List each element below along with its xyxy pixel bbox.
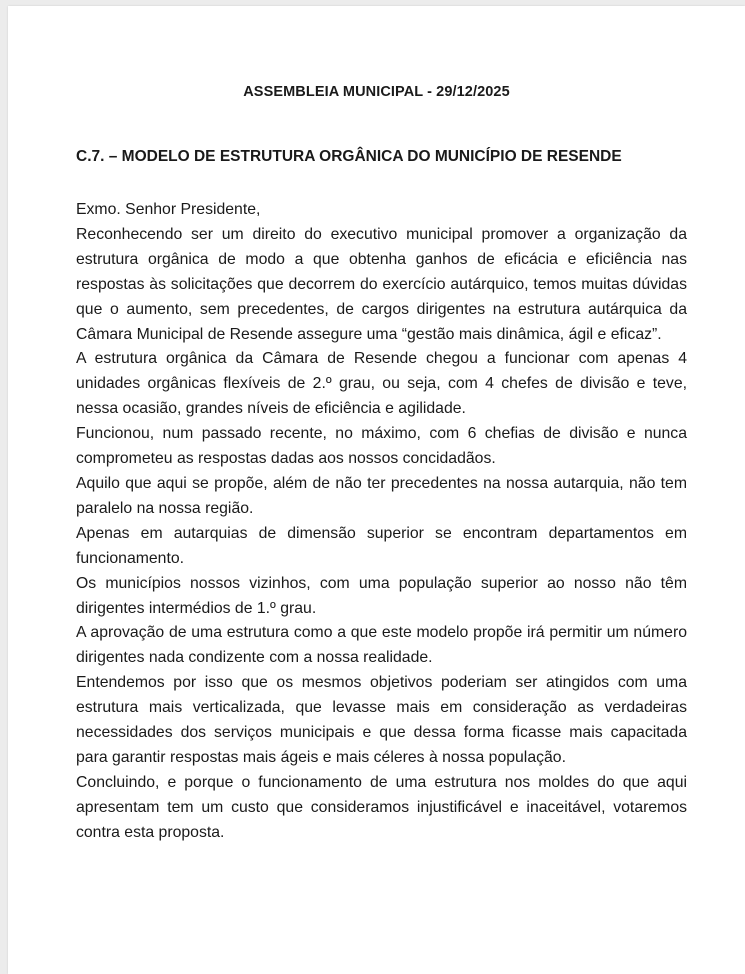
paragraph-1: Reconhecendo ser um direito do executivo municipal promover a organização da estrutura orgânica de modo a que obtenha ganhos de eficácia e eficiência nas respostas às solicitações que decorrem do exercício autárquico, temos muitas dúvidas que o aumento, sem precedentes, de cargos dirigentes na estrutura autárquica da Câmara Municipal de Resende assegure uma “gestão mais dinâmica, ágil e eficaz”. — [76, 225, 687, 343]
paragraph-6: Os municípios nossos vizinhos, com uma população superior ao nosso não têm dirigentes intermédios de 1.º grau. — [76, 574, 687, 617]
paragraph-7: A aprovação de uma estrutura como a que este modelo propõe irá permitir um número dirigentes nada condizente com a nossa realidade. — [76, 624, 687, 667]
paragraph-3: Funcionou, num passado recente, no máximo, com 6 chefias de divisão e nunca comprometeu as respostas dadas aos nossos concidadãos. — [76, 425, 687, 468]
paragraph-4: Aquilo que aqui se propõe, além de não ter precedentes na nossa autarquia, não tem paralelo na nossa região. — [76, 474, 687, 517]
paragraph-2: A estrutura orgânica da Câmara de Resende chegou a funcionar com apenas 4 unidades orgânicas flexíveis de 2.º grau, ou seja, com 4 chefes de divisão e teve, nessa ocasião, grandes níveis de eficiência e agilidade. — [76, 350, 687, 418]
document-page — [8, 6, 745, 974]
salutation: Exmo. Senhor Presidente, — [76, 201, 261, 218]
paragraph-9: Concluindo, e porque o funcionamento de uma estrutura nos moldes do que aqui apresentam tem um custo que consideramos injustificável e inaceitável, votaremos contra esta proposta. — [76, 773, 687, 841]
paragraph-5: Apenas em autarquias de dimensão superior se encontram departamentos em funcionamento. — [76, 524, 687, 567]
paragraph-8: Entendemos por isso que os mesmos objetivos poderiam ser atingidos com uma estrutura mais verticalizada, que levasse mais em consideração as verdadeiras necessidades dos serviços municipais e que dessa forma ficasse mais capacitada para garantir respostas mais ágeis e mais céleres à nossa população. — [76, 674, 687, 766]
document-header: ASSEMBLEIA MUNICIPAL - 29/12/2025 — [243, 84, 510, 100]
document-body — [76, 198, 687, 846]
section-title: C.7. – MODELO DE ESTRUTURA ORGÂNICA DO MUNICÍPIO DE RESENDE — [76, 148, 622, 165]
